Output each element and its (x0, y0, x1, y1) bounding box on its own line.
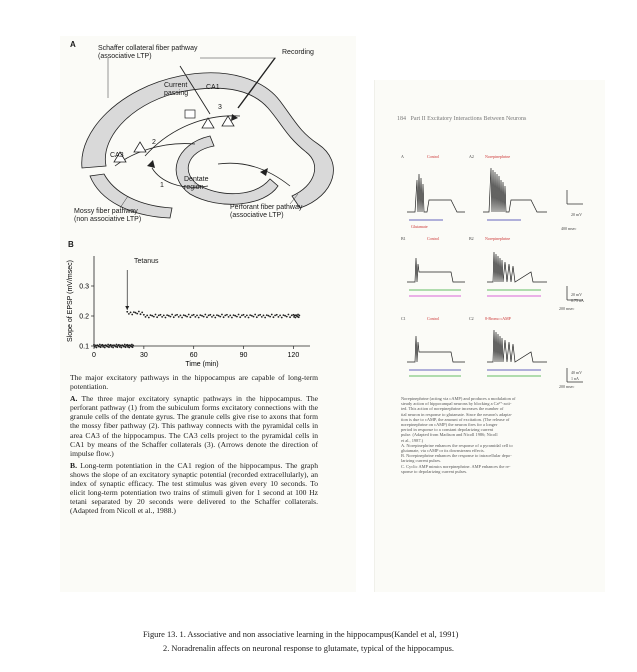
ltp-point (258, 315, 260, 317)
ltp-point (269, 316, 271, 318)
perforant-subtitle: (associative LTP) (230, 212, 284, 219)
ltp-point (168, 315, 170, 317)
ltp-point (165, 317, 167, 319)
ltp-point (138, 311, 140, 313)
row-a-scale2: 400 msec (561, 226, 577, 231)
caption-a (70, 394, 318, 458)
row-c-left-label: Control (427, 316, 440, 321)
recording-label: Recording (282, 49, 314, 56)
ltp-point (213, 315, 215, 317)
ltp-point (234, 315, 236, 317)
ltp-point (278, 316, 280, 318)
ltp-point (161, 316, 163, 318)
row-a-stim: Glutamate (411, 224, 428, 229)
right-caption-line: C. Cyclic AMP mimics norepinephrine. AMP enhances the re- (401, 463, 511, 469)
baseline-point (110, 344, 112, 346)
row-c-traces (401, 322, 601, 392)
row-b-right-label: Norepinephrine (485, 236, 511, 241)
ltp-point (214, 317, 216, 319)
ltp-point (189, 316, 191, 318)
right-caption-line: sponse to depolarizing current pulses. (401, 468, 468, 474)
ltp-point (186, 316, 188, 318)
ltp-point (271, 314, 273, 316)
baseline-point (132, 346, 134, 348)
x-tick-label: 120 (287, 352, 300, 359)
ltp-point (229, 315, 231, 317)
ltp-point (221, 314, 223, 316)
num-2-label: 2 (152, 139, 156, 146)
baseline-point (118, 344, 120, 346)
row-a-scale: 20 mV (571, 212, 582, 217)
ltp-point (279, 315, 281, 317)
row-b-left-letter: B1 (401, 236, 406, 241)
ca1-label: CA1 (206, 84, 220, 91)
ltp-point (196, 315, 198, 317)
perforant-label (230, 204, 340, 220)
y-tick-label: 0.2 (79, 313, 89, 321)
baseline-point (101, 344, 103, 346)
ltp-point (178, 316, 180, 318)
baseline-point (124, 344, 126, 346)
ltp-point (264, 317, 266, 319)
mossy-title: Mossy fiber pathway (74, 208, 138, 215)
caption-intro: The major excitatory pathways in the hippocampus are capable of long-term potentiation. (70, 373, 318, 392)
ltp-point (158, 315, 160, 317)
ltp-point (181, 317, 183, 319)
current-passing-label: Current passing (164, 82, 189, 97)
ltp-point (173, 316, 175, 318)
ltp-point (175, 315, 177, 317)
right-caption-line: period in response to a constant depolarizing current (401, 427, 494, 433)
x-tick-label: 90 (239, 352, 248, 359)
right-figure (374, 80, 605, 592)
row-c-scale2: 1 nA (571, 376, 579, 381)
baseline-point (100, 346, 102, 348)
num-1-label: 1 (160, 182, 164, 189)
baseline-point (108, 346, 110, 348)
ltp-point (188, 314, 190, 316)
ltp-point (289, 316, 291, 318)
ltp-point (208, 315, 210, 317)
ltp-point (203, 316, 205, 318)
ltp-point (236, 316, 238, 318)
ltp-point (219, 316, 221, 318)
caption-b-head: B. (70, 460, 77, 470)
left-figure (60, 36, 356, 592)
ltp-point (194, 316, 196, 318)
baseline-point (93, 344, 95, 346)
ltp-point (155, 314, 157, 316)
left-caption (70, 373, 318, 518)
schaffer-title: Schaffer collateral fiber pathway (98, 45, 198, 52)
ltp-point (298, 315, 300, 317)
baseline-point (120, 345, 122, 347)
ltp-point (284, 315, 286, 317)
ltp-point (216, 314, 218, 316)
ltp-point (228, 316, 230, 318)
ltp-point (254, 314, 256, 316)
baseline-point (95, 345, 97, 347)
x-axis-label: Time (min) (185, 361, 219, 368)
ltp-point (256, 316, 258, 318)
y-axis-label: Slope of EPSP (mV/msec) (67, 260, 74, 342)
ltp-point (133, 311, 135, 313)
ltp-point (191, 315, 193, 317)
panel-b-letter: B (68, 240, 74, 249)
baseline-point (107, 344, 109, 346)
ltp-point (238, 314, 240, 316)
baseline-point (132, 345, 134, 347)
baseline-point (112, 347, 114, 349)
ltp-point (198, 317, 200, 319)
row-c-right-label: 8-Bromo cAMP (485, 316, 511, 321)
right-caption-line: tial neuron in response to glutamate. Since the neuron's adapta- (401, 411, 513, 417)
ltp-point (291, 315, 293, 317)
ltp-point (239, 316, 241, 318)
ltp-point (224, 315, 226, 317)
ltp-point (243, 314, 245, 316)
ltp-point (160, 314, 162, 316)
ltp-point (241, 315, 243, 317)
ltp-point (126, 311, 128, 313)
right-caption-line: Norepinephrine (acting via cAMP) and produces a modulation of (401, 396, 516, 401)
row-a-right-label: Norepinephrine (485, 154, 511, 159)
ltp-point (261, 316, 263, 318)
ltp-point (273, 316, 275, 318)
ltp-point (211, 316, 213, 318)
x-tick-label: 0 (92, 352, 96, 359)
row-c-left-letter: C1 (401, 316, 406, 321)
baseline-point (128, 347, 130, 349)
ltp-point (281, 317, 283, 319)
right-caption-line: pulse. (Adapted from Madison and Nicoll 1986; Nicoll (401, 432, 498, 438)
ltp-point (274, 315, 276, 317)
right-caption-line: A. Norepinephrine enhances the response of a pyramidal cell to (401, 442, 513, 448)
ltp-point (206, 316, 208, 318)
ltp-point (171, 314, 173, 316)
baseline-point (115, 346, 117, 348)
ltp-point (259, 314, 261, 316)
ltp-point (150, 314, 152, 316)
row-a-traces (401, 160, 601, 230)
ltp-point (209, 314, 211, 316)
baseline-point (98, 346, 100, 348)
ltp-point (244, 316, 246, 318)
schaffer-subtitle: (associative LTP) (98, 53, 152, 60)
ltp-point (140, 313, 142, 315)
ltp-point (226, 314, 228, 316)
x-tick-label: 60 (189, 352, 198, 359)
tetanus-label: Tetanus (134, 258, 159, 265)
baseline-point (106, 346, 108, 348)
caption-a-head: A. (70, 394, 78, 404)
ltp-point (184, 315, 186, 317)
ltp-point (193, 314, 195, 316)
ltp-point (170, 316, 172, 318)
row-c-scale: 40 mV (571, 370, 582, 375)
caption-b-text: Long-term potentiation in the CA1 region of the hippocampus. The graph shows the slope of an excitatory synaptic potential (recorded extracellularly), an index of synaptic efficacy. The test stimulus was given every 10 seconds. To elicit long-term potentiation two trains of stimuli given for 1 second at 100 Hz tetani separated by 20 seconds were delivered to the Schaffer collaterals. (Adapted from Nicoll et al., 1988.) (70, 460, 318, 516)
running-head: Part II Excitatory Interactions Between Neurons (410, 116, 527, 122)
panel-a-letter: A (70, 40, 76, 49)
ltp-point (253, 316, 255, 318)
ltp-point (136, 313, 138, 315)
y-tick-label: 0.1 (79, 343, 89, 351)
baseline-point (116, 346, 118, 348)
ltp-point (201, 315, 203, 317)
footer-line-1: Figure 13. 1. Associative and non associative learning in the hippocampus(Kandel et al, 1991) (143, 630, 459, 639)
x-tick-label: 30 (139, 352, 148, 359)
baseline-point (111, 345, 113, 347)
row-c-scale3: 200 msec (559, 384, 575, 389)
ltp-point (131, 314, 133, 316)
page-header (397, 116, 597, 122)
ltp-point (249, 314, 251, 316)
baseline-point (99, 344, 101, 346)
ltp-point (268, 315, 270, 317)
num-3-label: 3 (218, 104, 222, 111)
ltp-point (248, 317, 250, 319)
row-b-scale: 20 mV (571, 292, 582, 297)
dentate-outline (176, 136, 278, 204)
ltp-point (276, 314, 278, 316)
row-c-right-letter: C2 (469, 316, 474, 321)
ltp-point (218, 315, 220, 317)
ltp-point (183, 314, 185, 316)
ltp-point (266, 314, 268, 316)
ltp-point (153, 316, 155, 318)
footer-line-2: 2. Noradrenalin affects on neuronal response to glutamate, typical of the hippocampus. (163, 644, 455, 653)
baseline-point (103, 345, 105, 347)
ltp-point (298, 316, 300, 318)
right-caption-line: steady action of hippocampal neurons by blocking a Ca²⁺-acti- (401, 401, 512, 407)
baseline-point (104, 347, 106, 349)
right-caption-line: norepinephrine on cAMP) the neuron fires for a longer (401, 422, 498, 428)
ltp-chart (60, 242, 356, 370)
right-caption-line: ted. This action of norepinephrine increases the number of (401, 406, 504, 412)
ltp-point (128, 313, 130, 315)
ltp-point (246, 315, 248, 317)
caption-a-text: The three major excitatory synaptic pathways in the hippocampus. The perforant pathway (1) from the subiculum forms excitatory connections with the granule cells of the dentate gyrus. The granule cells give rise to axons that form the mossy fiber pathway (2). This pathway connects with the pyramidal cells in area CA3 of the hippocampus. The CA3 cells project to the pyramidal cells in CA1 by means of the Schaffer collaterals (3). (Arrows denote the direction of impulse flow.) (70, 394, 318, 458)
mossy-subtitle: (non associative LTP) (74, 216, 142, 223)
ltp-point (204, 314, 206, 316)
ltp-point (176, 314, 178, 316)
page-number: 184 (397, 116, 406, 122)
row-a-left-letter: A (401, 154, 404, 159)
ltp-point (223, 316, 225, 318)
mossy-label (74, 208, 184, 224)
ltp-point (148, 317, 150, 319)
ltp-point (199, 314, 201, 316)
schaffer-label (98, 45, 238, 61)
ltp-point (166, 314, 168, 316)
row-b-right-letter: B2 (469, 236, 474, 241)
tetanus-arrowhead (125, 306, 129, 310)
dentate-label: Dentate region (184, 176, 209, 191)
ltp-point (130, 312, 132, 314)
row-a-right-letter: A2 (469, 154, 474, 159)
ltp-point (141, 312, 143, 314)
ltp-point (135, 312, 137, 314)
baseline-point (121, 347, 123, 349)
right-caption-line: tion is due to cAMP, the amount of excitation. (The release of (401, 416, 510, 422)
ca3-label: CA3 (110, 152, 124, 159)
right-caption-line: glutamate, via cAMP or its downstream effects. (401, 448, 485, 454)
ltp-point (263, 315, 265, 317)
ltp-point (233, 314, 235, 316)
ltp-point (143, 314, 145, 316)
ltp-point (146, 315, 148, 317)
baseline-point (116, 344, 118, 346)
row-b-scale2: 0.75 nA (571, 298, 584, 303)
ltp-point (156, 316, 158, 318)
row-b-scale3: 200 msec (559, 306, 575, 311)
ltp-point (294, 317, 296, 319)
baseline-point (96, 347, 98, 349)
ltp-point (283, 314, 285, 316)
right-caption-line: B. Norepinephrine enhances the response to intracellular depo- (401, 453, 512, 459)
caption-b (70, 461, 318, 516)
ltp-point (286, 316, 288, 318)
row-a-left-label: Control (427, 154, 440, 159)
ltp-point (180, 315, 182, 317)
baseline-point (125, 346, 127, 348)
right-caption-line: larizing current pulses. (401, 458, 442, 464)
ltp-point (151, 315, 153, 317)
ltp-point (231, 317, 233, 319)
ltp-point (145, 316, 147, 318)
right-caption-line: et al., 1987.) (401, 437, 424, 443)
ltp-point (163, 315, 165, 317)
baseline-point (123, 346, 125, 348)
ltp-point (288, 314, 290, 316)
ltp-point (251, 315, 253, 317)
right-caption (401, 396, 591, 474)
y-tick-label: 0.3 (79, 283, 89, 291)
row-b-left-label: Control (427, 236, 440, 241)
perforant-title: Perforant fiber pathway (230, 204, 303, 211)
